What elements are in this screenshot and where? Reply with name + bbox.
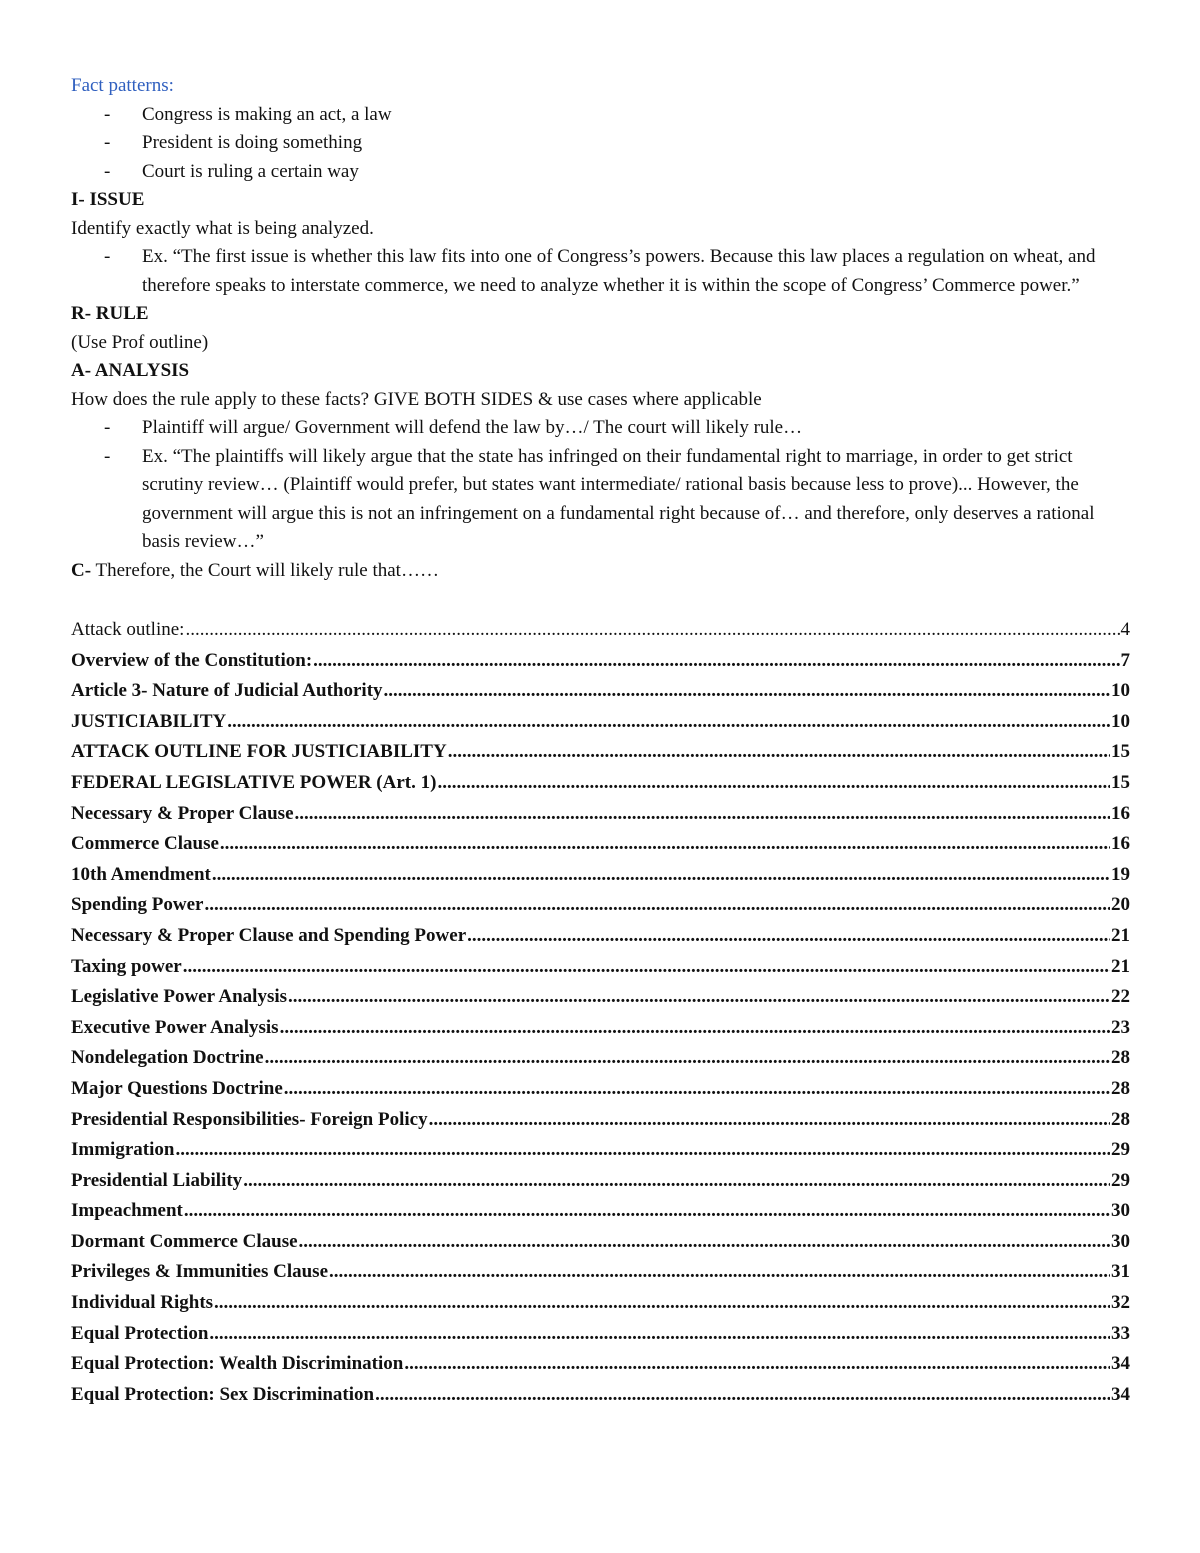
toc-entry-page: 15 (1111, 741, 1130, 763)
dash-bullet: - (104, 160, 111, 182)
toc-entry[interactable] (71, 982, 1130, 1013)
toc-entry[interactable] (71, 615, 1130, 646)
toc-entry-title: Presidential Responsibilities- Foreign Policy (71, 1108, 428, 1130)
toc-entry-page: 4 (1120, 619, 1130, 640)
toc-dot-leader (404, 1349, 1110, 1380)
toc-entry[interactable] (71, 1074, 1130, 1105)
toc-dot-leader (288, 982, 1110, 1013)
toc-dot-leader (448, 737, 1110, 768)
conclusion-line (71, 557, 1130, 586)
toc-entry-page: 30 (1111, 1230, 1130, 1252)
toc-entry[interactable] (71, 646, 1130, 677)
toc-entry-page: 33 (1111, 1322, 1130, 1344)
list-item (71, 414, 1130, 443)
toc-entry[interactable] (71, 921, 1130, 952)
issue-list (71, 243, 1130, 300)
toc-entry[interactable] (71, 1380, 1130, 1411)
toc-entry-title: Immigration (71, 1139, 175, 1161)
toc-dot-leader (429, 1105, 1110, 1136)
toc-entry-title: Legislative Power Analysis (71, 986, 288, 1008)
dash-bullet: - (104, 132, 111, 153)
analysis-heading: A- ANALYSIS (71, 360, 190, 381)
toc-entry-page: 7 (1120, 649, 1130, 671)
toc-dot-leader (384, 676, 1110, 707)
toc-entry[interactable] (71, 1319, 1130, 1350)
toc-entry-page: 16 (1111, 802, 1130, 824)
toc-entry-title: Presidential Liability (71, 1169, 243, 1191)
toc-entry-page: 22 (1111, 986, 1130, 1008)
toc-entry-page: 30 (1111, 1200, 1130, 1222)
issue-heading: I- ISSUE (71, 189, 145, 210)
list-item (71, 243, 1130, 300)
list-item-text: Plaintiff will argue/ Government will defend the law by…/ The court will likely rule… (142, 417, 803, 438)
toc-entry-page: 15 (1111, 771, 1130, 793)
toc-entry[interactable] (71, 952, 1130, 983)
toc-entry[interactable] (71, 676, 1130, 707)
toc-entry-page: 23 (1111, 1016, 1130, 1038)
toc-entry-title: FEDERAL LEGISLATIVE POWER (Art. 1) (71, 771, 437, 793)
conclusion-prefix: C- (71, 559, 92, 581)
toc-dot-leader (265, 1043, 1110, 1074)
toc-entry-page: 34 (1111, 1383, 1130, 1405)
toc-dot-leader (183, 952, 1110, 983)
dash-bullet: - (104, 103, 111, 125)
toc-entry[interactable] (71, 1043, 1130, 1074)
list-item (71, 158, 1130, 187)
toc-entry-title: Attack outline: (71, 619, 185, 640)
toc-entry-title: Overview of the Constitution: (71, 649, 313, 671)
toc-dot-leader (329, 1257, 1110, 1288)
toc-entry-page: 28 (1111, 1077, 1130, 1099)
toc-dot-leader (220, 829, 1110, 860)
toc-entry[interactable] (71, 768, 1130, 799)
dash-bullet: - (104, 246, 111, 267)
toc-entry-page: 28 (1111, 1108, 1130, 1130)
issue-text: Identify exactly what is being analyzed. (71, 217, 374, 239)
spacer (71, 585, 1130, 615)
toc-dot-leader (184, 1196, 1110, 1227)
toc-entry[interactable] (71, 799, 1130, 830)
toc-entry[interactable] (71, 1166, 1130, 1197)
toc-dot-leader (214, 1288, 1110, 1319)
list-item-text: Court is ruling a certain way (142, 160, 359, 182)
toc-entry-title: Dormant Commerce Clause (71, 1230, 298, 1252)
toc-entry-page: 21 (1111, 924, 1130, 946)
toc-dot-leader (467, 921, 1110, 952)
toc-entry-title: JUSTICIABILITY (71, 710, 227, 732)
list-item-text: Ex. “The first issue is whether this law fits into one of Congress’s powers. Because this law places a regulation on wheat, and therefore speaks to interstate commerce, we need to analyze whether it is within the scope of Congress’ Commerce power.” (142, 246, 1096, 296)
toc-dot-leader (284, 1074, 1110, 1105)
toc-entry-title: Equal Protection: Wealth Discrimination (71, 1353, 404, 1375)
toc-entry-title: 10th Amendment (71, 863, 211, 885)
toc-entry[interactable] (71, 890, 1130, 921)
list-item (71, 443, 1130, 557)
toc-entry-title: Article 3- Nature of Judicial Authority (71, 680, 383, 702)
toc-entry[interactable] (71, 860, 1130, 891)
toc-entry-title: ATTACK OUTLINE FOR JUSTICIABILITY (71, 741, 447, 763)
toc-entry[interactable] (71, 1349, 1130, 1380)
toc-entry-title: Equal Protection: Sex Discrimination (71, 1383, 375, 1405)
toc-entry[interactable] (71, 1196, 1130, 1227)
rule-text: (Use Prof outline) (71, 331, 209, 353)
toc-entry-page: 16 (1111, 833, 1130, 855)
toc-entry-title: Executive Power Analysis (71, 1016, 279, 1038)
toc-entry-page: 34 (1111, 1353, 1130, 1375)
toc-dot-leader (205, 890, 1111, 921)
toc-entry-title: Nondelegation Doctrine (71, 1047, 264, 1069)
toc-dot-leader (212, 860, 1110, 891)
dash-bullet: - (104, 445, 111, 467)
toc-entry-page: 10 (1111, 710, 1130, 732)
toc-entry-title: Equal Protection (71, 1322, 209, 1344)
toc-entry-page: 29 (1111, 1169, 1130, 1191)
toc-entry-title: Necessary & Proper Clause (71, 802, 294, 824)
toc-entry[interactable] (71, 1227, 1130, 1258)
list-item (71, 101, 1130, 130)
list-item-text: Congress is making an act, a law (142, 103, 392, 125)
toc-entry[interactable] (71, 1257, 1130, 1288)
conclusion-text: Therefore, the Court will likely rule that…… (91, 559, 439, 581)
toc-entry[interactable] (71, 1013, 1130, 1044)
toc-dot-leader (299, 1227, 1110, 1258)
toc-entry-page: 29 (1111, 1139, 1130, 1161)
fact-patterns-heading: Fact patterns: (71, 75, 174, 96)
toc-dot-leader (243, 1166, 1110, 1197)
toc-dot-leader (185, 615, 1119, 646)
toc-entry[interactable] (71, 1135, 1130, 1166)
toc-entry[interactable] (71, 1288, 1130, 1319)
toc-entry-title: Major Questions Doctrine (71, 1077, 283, 1099)
toc-entry-page: 10 (1111, 680, 1130, 702)
toc-entry-page: 21 (1111, 955, 1130, 977)
toc-entry-title: Commerce Clause (71, 833, 219, 855)
toc-entry[interactable] (71, 707, 1130, 738)
list-item (71, 129, 1130, 158)
fact-patterns-list (71, 101, 1130, 187)
toc-dot-leader (313, 646, 1119, 677)
toc-entry-title: Impeachment (71, 1200, 183, 1222)
toc-entry-title: Necessary & Proper Clause and Spending Power (71, 924, 467, 946)
toc-entry[interactable] (71, 737, 1130, 768)
analysis-text: How does the rule apply to these facts? GIVE BOTH SIDES & use cases where applicable (71, 388, 762, 410)
toc-entry-title: Individual Rights (71, 1292, 214, 1314)
toc-dot-leader (175, 1135, 1110, 1166)
toc-entry-title: Privileges & Immunities Clause (71, 1261, 329, 1283)
list-item-text: President is doing something (142, 132, 363, 153)
toc-entry-title: Spending Power (71, 894, 204, 916)
rule-heading: R- RULE (71, 303, 149, 324)
toc-dot-leader (209, 1319, 1110, 1350)
toc-entry-page: 20 (1111, 894, 1130, 916)
toc-dot-leader (375, 1380, 1110, 1411)
toc-entry-page: 31 (1111, 1261, 1130, 1283)
analysis-list (71, 414, 1130, 557)
toc-entry-title: Taxing power (71, 955, 182, 977)
dash-bullet: - (104, 417, 111, 438)
toc-dot-leader (295, 799, 1111, 830)
toc-entry[interactable] (71, 829, 1130, 860)
toc-entry-page: 19 (1111, 863, 1130, 885)
toc-entry-page: 28 (1111, 1047, 1130, 1069)
toc-dot-leader (437, 768, 1110, 799)
toc-dot-leader (280, 1013, 1110, 1044)
toc-entry[interactable] (71, 1105, 1130, 1136)
toc-entry-page: 32 (1111, 1292, 1130, 1314)
toc-dot-leader (227, 707, 1110, 738)
table-of-contents (71, 615, 1130, 1410)
list-item-text: Ex. “The plaintiffs will likely argue that the state has infringed on their fundamental right to marriage, in order to get strict scrutiny review… (Plaintiff would prefer, but states want intermediate/ rational basis because less to prove)... However, the government will argue this is not an infringement on a fundamental right because of… and therefore, only deserves a rational basis review…” (142, 445, 1095, 552)
